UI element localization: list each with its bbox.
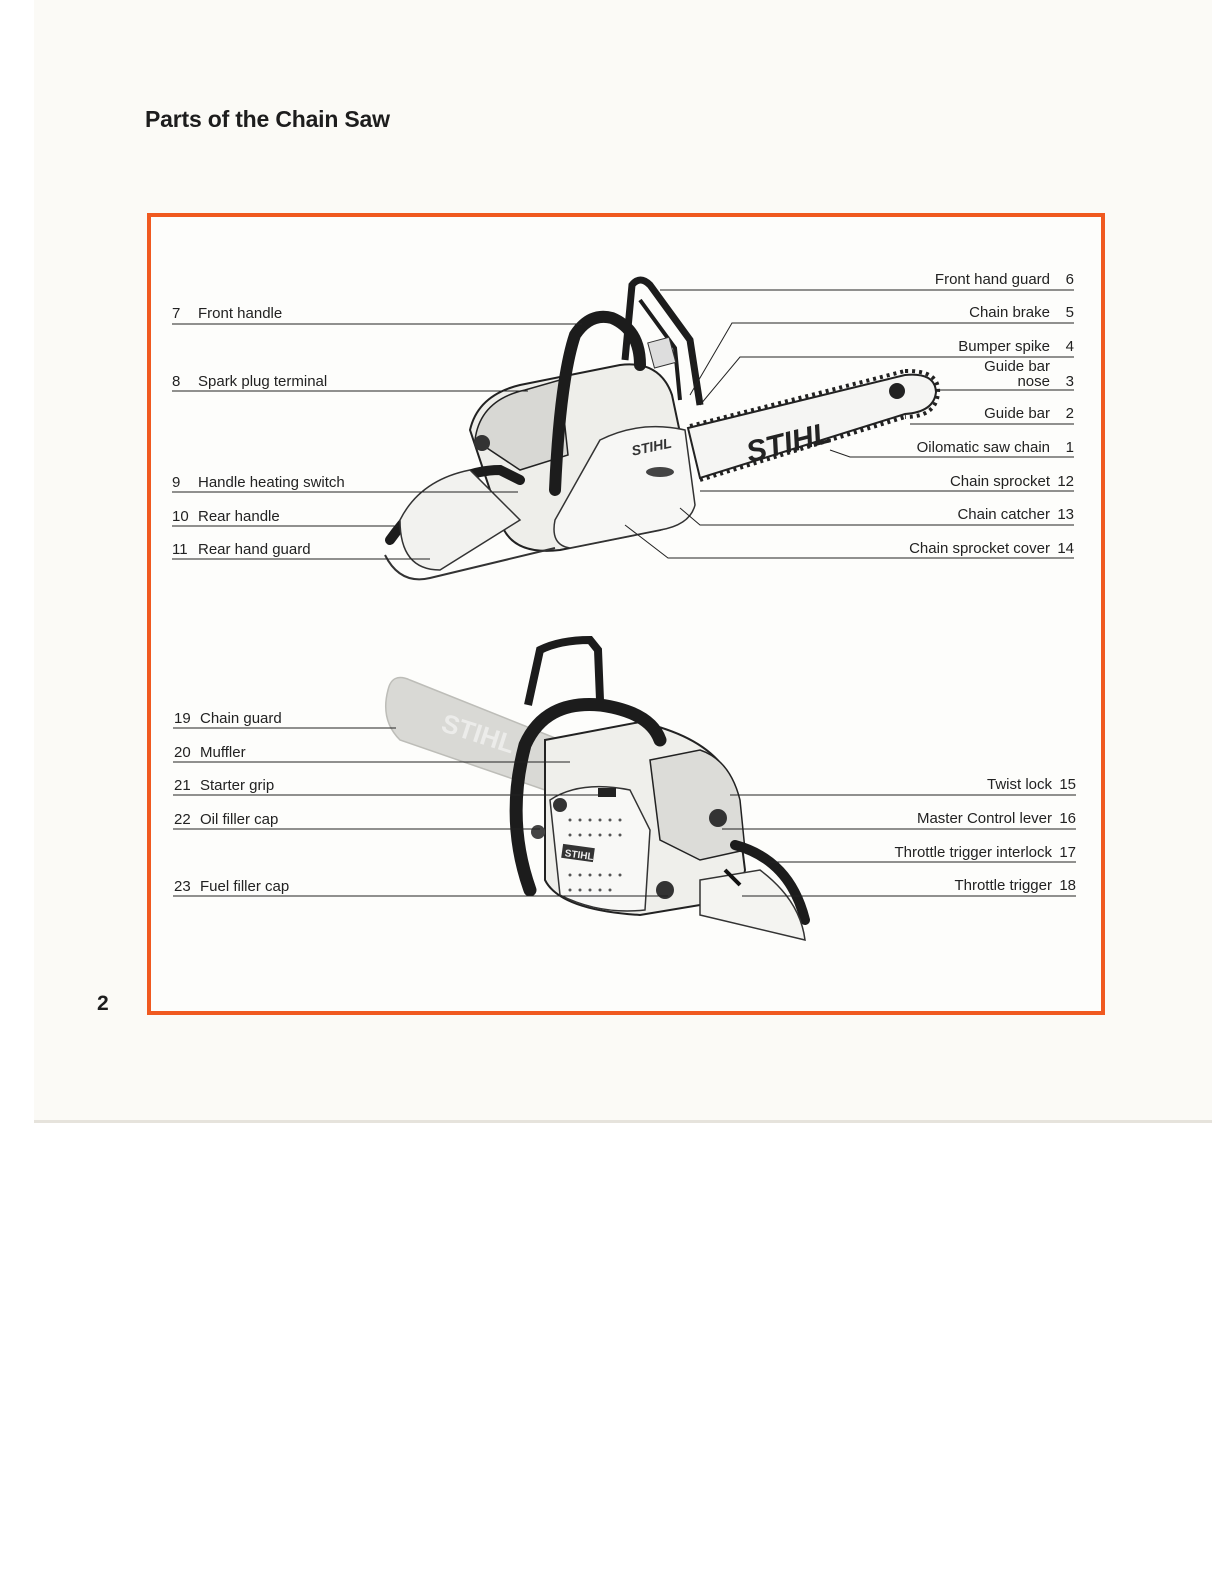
part-label-master-control-lever [917,811,1076,827]
part-name: Front handle [198,305,283,322]
part-number: 3 [1065,373,1074,390]
part-label-oil-filler-cap [174,812,278,828]
part-number: 14 [1057,540,1074,557]
part-label-handle-heating-switch [172,475,345,491]
part-label-front-hand-guard [935,272,1074,288]
part-label-throttle-trigger [954,878,1076,894]
part-label-oilomatic-saw-chain [917,440,1074,456]
svg-text:STIHL: STIHL [630,434,674,459]
part-label-starter-grip [174,778,274,794]
bottom-chain-saw-image [386,640,805,940]
part-name: Fuel filler cap [200,878,290,895]
top-bar-logo: STIHL [742,416,836,470]
part-name: Rear handle [198,508,280,525]
part-number: 8 [172,373,181,390]
part-label-chain-sprocket [950,474,1074,490]
part-name: Chain sprocket cover [909,540,1050,557]
part-number: 20 [174,744,191,761]
top-chain-saw-image [385,280,938,579]
part-label-throttle-trigger-interlock [894,845,1076,861]
page-number: 2 [97,992,109,1015]
part-number: 18 [1059,877,1076,894]
part-name: Twist lock [986,776,1052,793]
part-label-rear-handle [172,509,280,525]
part-number: 4 [1065,338,1074,355]
page-title: Parts of the Chain Saw [145,106,390,132]
part-name: Chain catcher [957,506,1050,523]
part-label-front-handle [172,306,282,322]
part-label-fuel-filler-cap [174,879,289,895]
part-label-chain-catcher [957,507,1074,523]
part-name: Handle heating switch [198,474,345,491]
part-name: Guide bar [984,405,1050,422]
part-number: 9 [172,474,181,491]
part-label-spark-plug-terminal [172,374,327,390]
part-name: Chain brake [969,304,1050,321]
part-name: Oilomatic saw chain [916,439,1050,456]
part-number: 16 [1059,810,1076,827]
part-name: Chain guard [200,710,282,727]
part-name: Front hand guard [934,271,1050,288]
part-name: Oil filler cap [200,811,279,828]
bottom-guard-logo: STIHL [438,707,519,760]
part-number: 13 [1057,506,1074,523]
part-name: Throttle trigger [954,877,1052,894]
part-number: 19 [174,710,191,727]
part-number: 2 [1065,405,1074,422]
part-number: 10 [172,508,189,525]
part-label-rear-hand-guard [172,542,311,558]
part-number: 21 [174,777,191,794]
svg-text:STIHL: STIHL [564,848,595,864]
part-number: 5 [1065,304,1074,321]
part-number: 12 [1057,473,1074,490]
part-name: Rear hand guard [198,541,311,558]
part-number: 15 [1059,776,1076,793]
part-label-guide-bar [984,406,1074,422]
part-label-muffler [174,745,246,761]
part-number: 7 [172,305,181,322]
part-name: Master Control lever [916,810,1052,827]
part-name: Muffler [200,744,246,761]
part-number: 23 [174,878,191,895]
part-label-chain-brake [969,305,1074,321]
part-label-chain-guard [174,711,282,727]
part-label-chain-sprocket-cover [909,541,1074,557]
bottom-front-hand-guard-shape [528,640,600,705]
part-number: 1 [1065,439,1074,456]
part-label-guide-bar-nose [984,359,1074,389]
part-name: Starter grip [200,777,275,794]
part-name: Spark plug terminal [198,373,328,390]
part-number: 17 [1059,844,1076,861]
part-name-line1: Guide bar [984,358,1050,375]
part-name-line2: nose [1017,373,1050,390]
top-bar-nose-sprocket [889,383,905,399]
part-name: Chain sprocket [949,473,1050,490]
part-label-bumper-spike [958,339,1074,355]
part-number: 6 [1065,271,1074,288]
part-number: 11 [172,541,188,558]
part-name: Throttle trigger interlock [894,844,1052,861]
part-name: Bumper spike [958,338,1050,355]
part-label-twist-lock [987,777,1076,793]
part-number: 22 [174,811,191,828]
